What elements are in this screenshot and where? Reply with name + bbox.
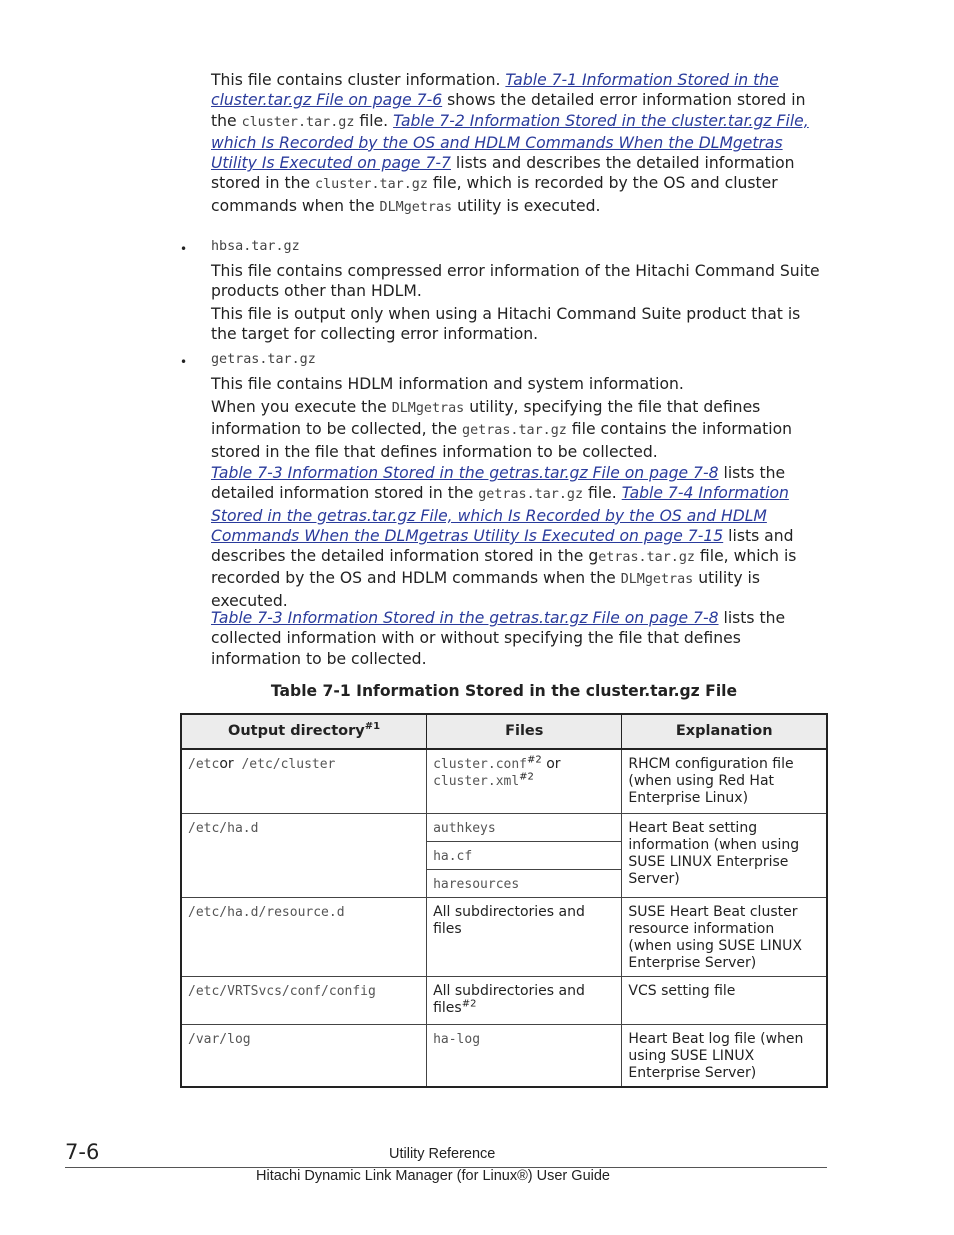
text: utility, specifying the file that defines information to be collected, the <box>211 398 761 439</box>
cell-directory <box>181 749 427 813</box>
header-explanation: Explanation <box>622 714 827 749</box>
footer-guide-title: Hitachi Dynamic Link Manager (for Linux®) User Guide <box>256 1168 610 1184</box>
text: When you execute the <box>211 398 392 416</box>
link-table-7-4[interactable]: Table 7-4 Information Stored in the getras.tar.gz File, which Is Recorded by the OS and HDLM Commands When the DLMgetras Utility Is Executed on page 7-15 <box>211 484 789 545</box>
cell-directory <box>181 1024 427 1087</box>
code: /etc/ha.d <box>188 820 259 836</box>
header-files: Files <box>427 714 622 749</box>
table-row <box>181 1024 827 1087</box>
code: authkeys <box>433 820 496 836</box>
getras-description: This file contains HDLM information and system information. <box>211 375 684 393</box>
table-row <box>181 749 827 813</box>
text: g <box>588 547 599 566</box>
cell-explanation: RHCM configuration file (when using Red Hat Enterprise Linux) <box>622 749 827 813</box>
table-row <box>181 813 827 841</box>
header-output-directory <box>181 714 427 749</box>
code: DLMgetras <box>379 199 453 215</box>
code: DLMgetras <box>620 572 694 588</box>
text: lists the collected information with or without specifying the file that defines information to be collected. <box>211 609 786 668</box>
hbsa-description: This file contains compressed error information of the Hitachi Command Suite products other than HDLM. <box>211 262 820 301</box>
cell-files <box>427 869 622 897</box>
code: cluster.tar.gz <box>315 177 428 193</box>
cell-explanation: Heart Beat log file (when using SUSE LINUX Enterprise Server) <box>622 1024 827 1087</box>
code: ha.cf <box>433 848 473 864</box>
text: utility is executed. <box>452 196 601 215</box>
link-table-7-2[interactable]: Table 7-2 Information Stored in the cluster.tar.gz File, which Is Recorded by the OS and HDLM Commands When the DLMgetras Utility Is Executed on page 7-7 <box>211 111 809 173</box>
cell-explanation: SUSE Heart Beat cluster resource information (when using SUSE LINUX Enterprise Server) <box>622 897 827 976</box>
code: cluster.tar.gz <box>241 114 355 130</box>
cell-directory <box>181 976 427 1024</box>
text: shows the detailed error information stored in the <box>211 91 806 130</box>
text: or <box>541 756 561 772</box>
table-header-row <box>181 714 827 749</box>
footnote-ref: #2 <box>461 997 477 1009</box>
cell-files <box>427 1024 622 1087</box>
hbsa-filename: hbsa.tar.gz <box>211 239 300 254</box>
cell-files <box>427 841 622 869</box>
info-table <box>180 713 828 1088</box>
getras-collected-note <box>211 608 823 669</box>
text: lists the detailed information stored in the <box>211 464 786 503</box>
table-caption: Table 7-1 Information Stored in the cluster.tar.gz File <box>270 682 738 700</box>
code: /etc/ha.d/resource.d <box>188 904 345 920</box>
code: /etc/VRTSvcs/conf/config <box>188 983 376 999</box>
text: This file contains cluster information. <box>211 71 506 89</box>
text: or <box>219 756 234 772</box>
cell-explanation: Heart Beat setting information (when using SUSE LINUX Enterprise Server) <box>622 813 827 897</box>
footnote-ref: #2 <box>527 754 542 766</box>
page-number: 7-6 <box>65 1140 100 1164</box>
bullet-icon: • <box>180 355 188 369</box>
footnote-ref: #1 <box>364 721 381 733</box>
code: getras.tar.gz <box>462 423 567 439</box>
cell-files <box>427 813 622 841</box>
code: cluster.conf <box>433 757 527 772</box>
text: lists and describes the detailed information stored in the <box>211 526 794 566</box>
code: getras.tar.gz <box>478 487 584 503</box>
code: DLMgetras <box>391 401 465 416</box>
link-table-7-1[interactable]: Table 7-1 Information Stored in the cluster.tar.gz File on page 7-6 <box>211 71 779 110</box>
code: /etc/cluster <box>233 757 336 772</box>
cell-files <box>427 749 622 813</box>
getras-tables-note <box>211 463 823 611</box>
header-label: Output directory <box>228 723 365 739</box>
table-row <box>181 976 827 1024</box>
text: file. <box>354 111 394 130</box>
cell-files: All subdirectories and files <box>427 897 622 976</box>
footer-section: Utility Reference <box>389 1146 496 1162</box>
code: etras.tar.gz <box>598 550 695 566</box>
link-table-7-3[interactable]: Table 7-3 Information Stored in the getras.tar.gz File on page 7-8 <box>211 464 719 482</box>
text: lists and describes the detailed information stored in the <box>211 154 795 193</box>
cell-directory <box>181 813 427 897</box>
text: utility is executed. <box>211 569 760 610</box>
code: haresources <box>433 876 520 892</box>
table-row <box>181 897 827 976</box>
getras-execute-note <box>211 397 823 462</box>
hbsa-output-note: This file is output only when using a Hitachi Command Suite product that is the target for collecting error information. <box>211 305 801 344</box>
code: /var/log <box>188 1031 251 1047</box>
bullet-icon: • <box>180 242 188 256</box>
text: file, which is recorded by the OS and HDLM commands when the <box>211 547 797 588</box>
text: file, which is recorded by the OS and cluster commands when the <box>211 174 778 215</box>
cell-files <box>427 976 622 1024</box>
code: /etc <box>188 757 220 772</box>
getras-filename: getras.tar.gz <box>211 352 316 367</box>
code: ha-log <box>433 1031 481 1047</box>
text: file. <box>583 484 622 503</box>
cell-explanation: VCS setting file <box>622 976 827 1024</box>
cluster-description <box>211 70 823 218</box>
text: file contains the information stored in the file that defines information to be collected. <box>211 420 793 461</box>
link-table-7-3[interactable]: Table 7-3 Information Stored in the getras.tar.gz File on page 7-8 <box>211 609 719 627</box>
text: All subdirectories and files <box>433 982 585 1016</box>
footnote-ref: #2 <box>519 771 534 783</box>
cell-directory <box>181 897 427 976</box>
code: cluster.xml <box>433 774 520 789</box>
